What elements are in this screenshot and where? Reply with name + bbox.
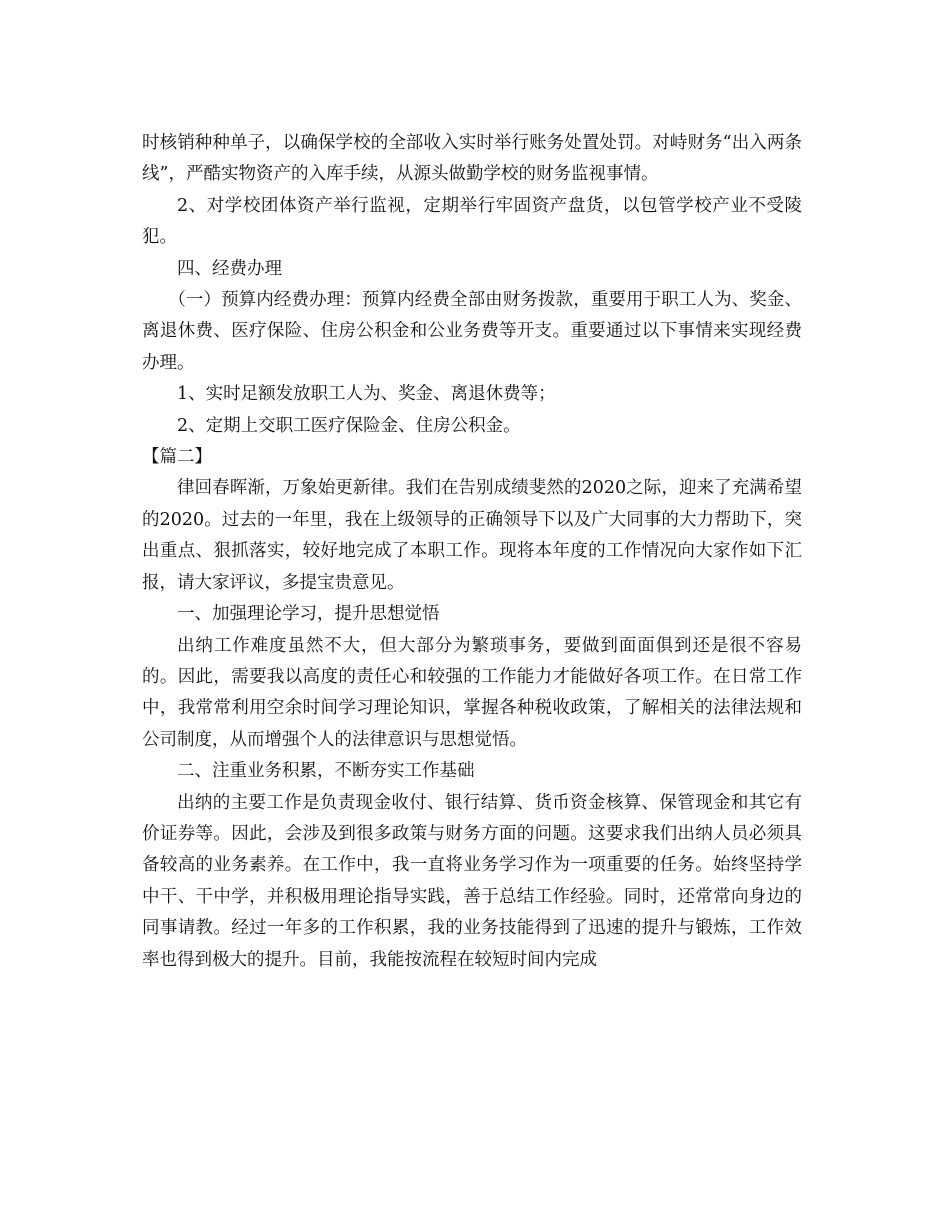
section-heading: 四、经费办理 bbox=[177, 258, 282, 279]
part-heading: 【篇二】 bbox=[142, 447, 212, 468]
section-heading: 二、注重业务积累，不断夯实工作基础 bbox=[177, 761, 475, 782]
list-item: 2、定期上交职工医疗保险金、住房公积金。 bbox=[177, 415, 521, 436]
list-item: 1、实时足额发放职工人为、奖金、离退休费等； bbox=[177, 384, 556, 405]
paragraph: 2、对学校团体资产举行监视，定期举行牢固资产盘货，以包管学校产业不受陵犯。 bbox=[142, 195, 802, 248]
paragraph: 出纳的主要工作是负责现金收付、银行结算、货币资金核算、保管现金和其它有价证券等。因此，会涉及到很多政策与财务方面的问题。这要求我们出纳人员必须具备较高的业务素养。在工作中，我一直将业务学习作为一项重要的任务。始终坚持学中干、干中学，并积极用理论指导实践，善于总结工作经验。同时，还常常向身边的同事请教。经过一年多的工作积累，我的业务技能得到了迅速的提升与锻炼，工作效率也得到极大的提升。目前，我能按流程在较短时间内完成 bbox=[142, 792, 802, 970]
document-body bbox=[142, 128, 802, 976]
paragraph: 时核销种种单子，以确保学校的全部收入实时举行账务处置处罚。对峙财务“出入两条线”，严酷实物资产的入库手续，从源头做勤学校的财务监视事情。 bbox=[142, 133, 802, 185]
paragraph: （一）预算内经费办理：预算内经费全部由财务拨款，重要用于职工人为、奖金、离退休费、医疗保险、住房公积金和公业务费等开支。重要通过以下事情来实现经费办理。 bbox=[142, 290, 802, 373]
paragraph: 律回春晖渐，万象始更新律。我们在告别成绩斐然的2020之际，迎来了充满希望的2020。过去的一年里，我在上级领导的正确领导下以及广大同事的大力帮助下，突出重点、狠抓落实，较好地完成了本职工作。现将本年度的工作情况向大家作如下汇报，请大家评议，多提宝贵意见。 bbox=[142, 478, 802, 593]
paragraph: 出纳工作难度虽然不大，但大部分为繁琐事务，要做到面面俱到还是很不容易的。因此，需要我以高度的责任心和较强的工作能力才能做好各项工作。在日常工作中，我常常利用空余时间学习理论知识，掌握各种税收政策，了解相关的法律法规和公司制度，从而增强个人的法律意识与思想觉悟。 bbox=[142, 635, 802, 750]
section-heading: 一、加强理论学习，提升思想觉悟 bbox=[177, 604, 440, 625]
